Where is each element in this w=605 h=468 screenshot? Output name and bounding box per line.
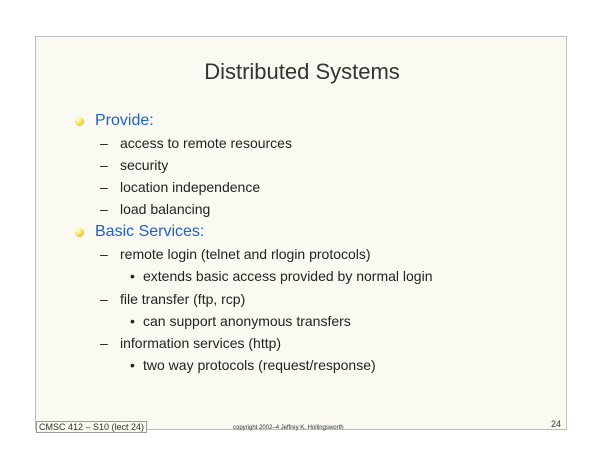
bullet-icon xyxy=(75,228,84,237)
bullet-icon xyxy=(75,117,84,126)
sub-bullet-icon: • xyxy=(130,357,135,373)
bullet-provide-label: Provide: xyxy=(95,112,154,129)
service-item-label: file transfer (ftp, rcp) xyxy=(120,291,246,307)
sub-bullet-icon: • xyxy=(130,313,135,329)
provide-item-label: location independence xyxy=(120,179,261,195)
dash-icon: – xyxy=(100,335,108,351)
page-number: 24 xyxy=(551,419,562,429)
footer-course: CMSC 412 – S10 (lect 24) xyxy=(36,421,147,433)
provide-item-label: load balancing xyxy=(120,201,211,217)
bullet-services-label: Basic Services: xyxy=(95,223,205,240)
service-detail-label: two way protocols (request/response) xyxy=(143,357,376,373)
slide xyxy=(35,36,567,430)
dash-icon: – xyxy=(100,157,108,173)
dash-icon: – xyxy=(100,135,108,151)
slide-title: Distributed Systems xyxy=(204,59,400,84)
service-item-label: information services (http) xyxy=(120,335,282,351)
dash-icon: – xyxy=(100,291,108,307)
dash-icon: – xyxy=(100,179,108,195)
service-item-label: remote login (telnet and rlogin protocols) xyxy=(120,246,371,262)
provide-item-label: security xyxy=(120,157,169,173)
service-detail-label: extends basic access provided by normal login xyxy=(143,268,433,284)
sub-bullet-icon: • xyxy=(130,268,135,284)
dash-icon: – xyxy=(100,201,108,217)
dash-icon: – xyxy=(100,246,108,262)
provide-item-label: access to remote resources xyxy=(120,135,292,151)
footer-copyright: copyright 2002–4 Jeffrey K. Hollingsworth xyxy=(233,425,344,431)
service-detail-label: can support anonymous transfers xyxy=(143,313,351,329)
